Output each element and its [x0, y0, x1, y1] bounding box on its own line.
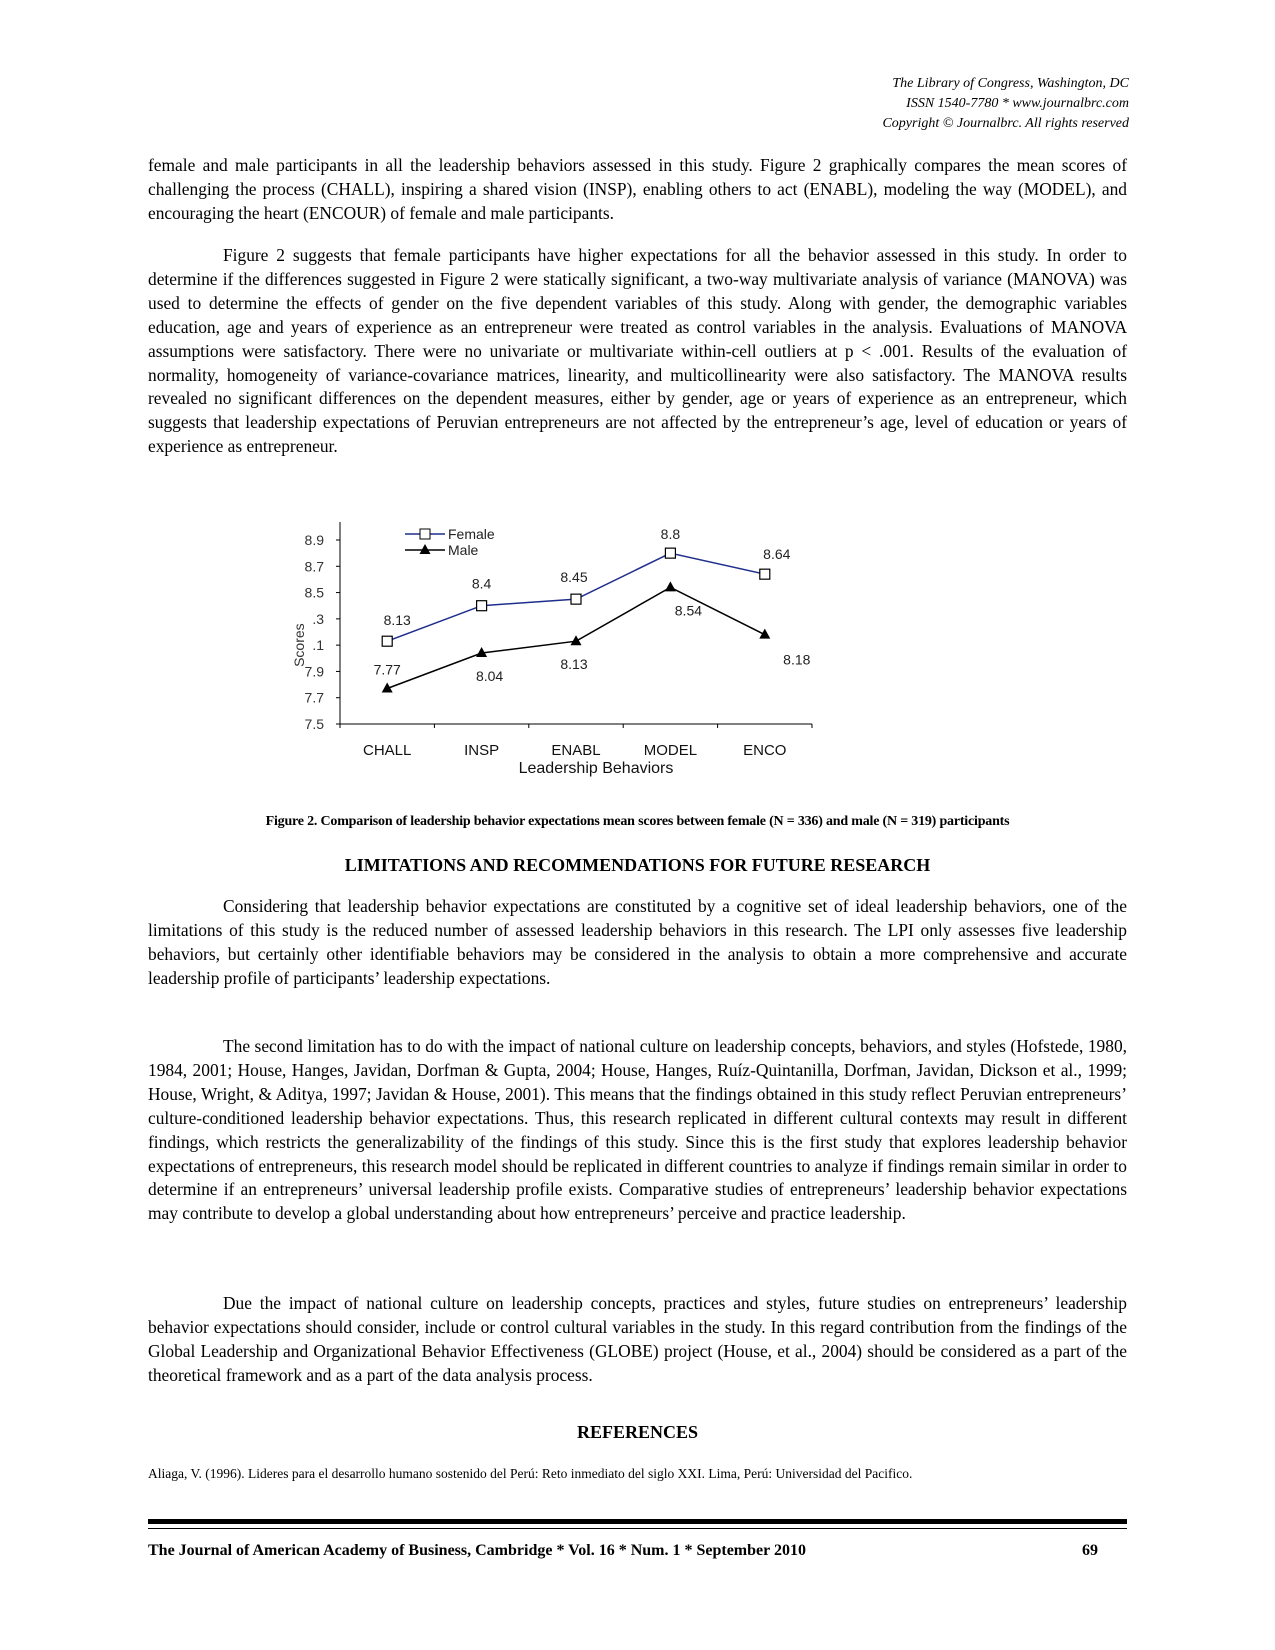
limitations-heading: LIMITATIONS AND RECOMMENDATIONS FOR FUTURE RESEARCH — [344, 855, 931, 875]
data-label-male: 8.04 — [475, 668, 504, 685]
figure-2-line-chart — [290, 512, 880, 802]
paragraph-2: Figure 2 suggests that female participants have higher expectations for all the behavior assessed in this study. In order to determine if the differences suggested in Figure 2 were statically significant, a two-way multivariate analysis of variance (MANOVA) was used to determine the effects of gender on the five dependent variables of this study. Along with gender, the demographic variables education, age and years of experience as an entrepreneur were treated as control variables in the analysis. Evaluations of MANOVA assumptions were satisfactory. There were no univariate or multivariate within-cell outliers at p < .001. Results of the evaluation of normality, homogeneity of variance-covariance matrices, linearity, and multicollinearity were also satisfactory. The MANOVA results revealed no significant differences on the dependent measures, either by gender, age or years of experience as an entrepreneur, which suggests that leadership expectations of Peruvian entrepreneurs are not affected by the entrepreneur’s age, level of education or years of experience as entrepreneur. — [148, 245, 1127, 457]
data-point-female — [477, 601, 487, 611]
legend-label-female: Female — [448, 526, 495, 542]
y-axis-title: Scores — [291, 623, 307, 667]
data-point-male — [759, 629, 770, 639]
data-label-male: 7.77 — [373, 661, 401, 678]
x-tick-label: MODEL — [643, 742, 698, 759]
footer-rule-thin — [148, 1528, 1127, 1529]
legend-label-male: Male — [448, 542, 479, 558]
x-axis-title: Leadership Behaviors — [518, 760, 674, 777]
header-line-3: Copyright © Journalbrc. All rights reserved — [882, 116, 1129, 131]
reference-item: Aliaga, V. (1996). Lideres para el desarrollo humano sostenido del Perú: Reto inmediato del siglo XXI. Lima, Perú: Universidad del Pacifico. — [148, 1466, 913, 1481]
paragraph-3: Considering that leadership behavior expectations are constituted by a cognitive set of ideal leadership behaviors, one of the limitations of this study is the reduced number of assessed leadership behaviors in this research. The LPI only assesses five leadership behaviors, but certainly other identifiable behaviors may be considered in the analysis to obtain a more comprehensive and accurate leadership profile of participants’ leadership expectations. — [148, 896, 1127, 988]
data-point-female — [665, 548, 675, 558]
y-tick-label: 8.9 — [304, 532, 324, 548]
data-label-male: 8.13 — [560, 656, 588, 673]
data-label-female: 8.8 — [660, 526, 681, 543]
paragraph-4: The second limitation has to do with the impact of national culture on leadership concepts, behaviors, and styles (Hofstede, 1980, 1984, 2001; House, Hanges, Javidan, Dorfman & Gupta, 2004; House, Hanges, Ruíz-Quintanilla, Dorfman, Javidan, Dickson et al., 1999; House, Wright, & Aditya, 1997; Javidan & House, 2001). This means that the findings obtained in this study reflect Peruvian entrepreneurs’ culture-conditioned leadership behavior expectations. Thus, this research replicated in different cultural contexts may result in different findings, which restricts the generalizability of the findings of this study. Since this is the first study that explores leadership behavior expectations of entrepreneurs, this research model should be replicated in different countries to analyze if findings remain similar in order to determine if an entrepreneurs’ universal leadership profile exists. Comparative studies of entrepreneurs’ leadership behavior expectations may contribute to develop a global understanding about how entrepreneurs’ perceive and practice leadership. — [148, 1036, 1127, 1224]
data-label-female: 8.64 — [763, 546, 791, 563]
data-label-female: 8.13 — [383, 612, 411, 629]
header-line-1: The Library of Congress, Washington, DC — [892, 76, 1129, 91]
data-point-male — [571, 635, 582, 645]
x-tick-label: ENABL — [551, 742, 601, 759]
data-point-female — [382, 636, 392, 646]
page-footer — [148, 1542, 1108, 1560]
data-point-female — [571, 594, 581, 604]
header-line-2: ISSN 1540-7780 * www.journalbrc.com — [906, 96, 1129, 111]
y-tick-label: 7.9 — [304, 663, 324, 680]
data-label-female: 8.4 — [471, 575, 492, 592]
x-tick-label: CHALL — [363, 742, 412, 759]
paragraph-5: Due the impact of national culture on leadership concepts, practices and styles, future studies on entrepreneurs’ leadership behavior expectations should consider, include or control cultural variables in the study. In this regard contribution from the findings of the Global Leadership and Organizational Behavior Effectiveness (GLOBE) project (House, et al., 2004) should be considered as a part of the theoretical framework and as a part of the data analysis process. — [148, 1293, 1127, 1385]
footer-rule-thick — [148, 1519, 1127, 1524]
footer-journal: The Journal of American Academy of Business, Cambridge * Vol. 16 * Num. 1 * September 2010 — [148, 1542, 806, 1559]
x-tick-label: INSP — [464, 742, 500, 759]
journal-header — [882, 74, 1129, 134]
y-tick-label: 7.7 — [304, 689, 324, 706]
y-tick-label: 8.7 — [304, 558, 324, 575]
y-tick-label: .1 — [312, 637, 324, 654]
data-label-male: 8.54 — [674, 602, 703, 619]
legend-marker-male — [420, 544, 431, 554]
y-tick-label: .3 — [312, 610, 324, 627]
data-label-male: 8.18 — [783, 651, 811, 668]
y-tick-label: 7.5 — [304, 716, 324, 732]
legend-marker-female — [420, 529, 430, 539]
paragraph-1: female and male participants in all the leadership behaviors assessed in this study. Figure 2 graphically compares the mean scores of challenging the process (CHALL), inspiring a shared vision (INSP), enabling others to act (ENABL), modeling the way (MODEL), and encouraging the heart (ENCOUR) of female and male participants. — [148, 155, 1127, 223]
data-point-female — [760, 569, 770, 579]
data-label-female: 8.45 — [560, 569, 588, 586]
figure-caption: Figure 2. Comparison of leadership behavior expectations mean scores between female (N = 336) and male (N = 319) participants — [265, 814, 1010, 829]
y-tick-label: 8.5 — [304, 584, 324, 601]
references-heading: REFERENCES — [576, 1422, 699, 1442]
page-number: 69 — [1082, 1542, 1098, 1559]
data-point-male — [665, 581, 676, 591]
x-tick-label: ENCO — [743, 742, 787, 759]
